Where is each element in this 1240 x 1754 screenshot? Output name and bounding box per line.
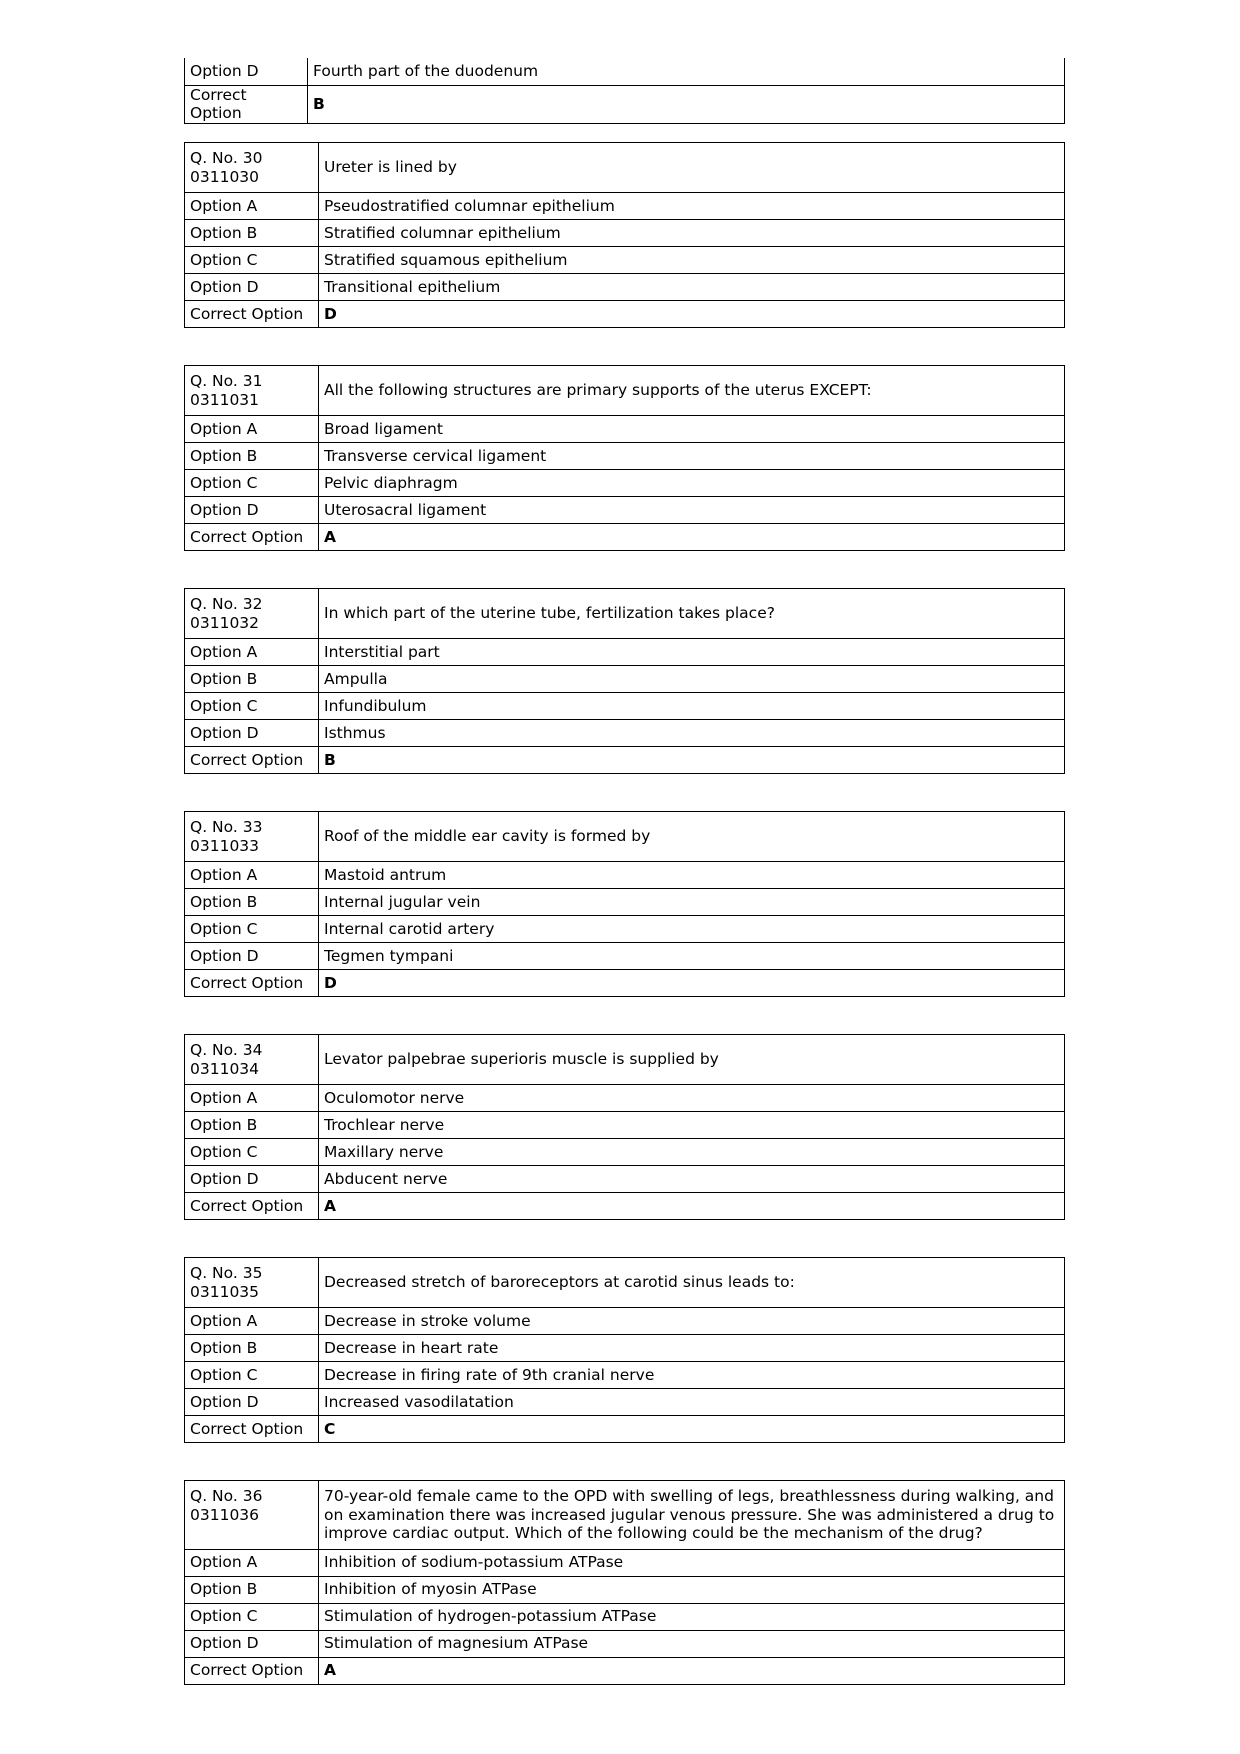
option-a-row: [185, 193, 1065, 220]
option-d-label: Option D: [185, 720, 319, 747]
correct-option-label: Correct Option: [185, 85, 308, 123]
option-b-row: [185, 1112, 1065, 1139]
option-b-label: Option B: [185, 666, 319, 693]
option-c-label: Option C: [185, 1362, 319, 1389]
question-row: [185, 589, 1065, 639]
option-b-label: Option B: [185, 889, 319, 916]
question-text: Levator palpebrae superioris muscle is supplied by: [319, 1035, 1065, 1085]
option-c-row: [185, 1362, 1065, 1389]
option-a-text: Mastoid antrum: [319, 862, 1065, 889]
option-d-row: [185, 1389, 1065, 1416]
correct-option-row: [185, 301, 1065, 328]
correct-option-row: [185, 1416, 1065, 1443]
question-table-33: [184, 811, 1065, 997]
option-a-text: Interstitial part: [319, 639, 1065, 666]
option-b-row: [185, 666, 1065, 693]
option-a-row: [185, 1085, 1065, 1112]
option-b-label: Option B: [185, 1576, 319, 1603]
correct-option-row: [185, 747, 1065, 774]
option-a-row: [185, 639, 1065, 666]
option-d-label: Option D: [185, 943, 319, 970]
option-d-label: Option D: [185, 274, 319, 301]
question-number: Q. No. 33 0311033: [185, 812, 319, 862]
option-d-text: Stimulation of magnesium ATPase: [319, 1630, 1065, 1657]
question-number: Q. No. 30 0311030: [185, 143, 319, 193]
question-number: Q. No. 32 0311032: [185, 589, 319, 639]
option-c-label: Option C: [185, 247, 319, 274]
option-a-label: Option A: [185, 1308, 319, 1335]
correct-option-row: [185, 85, 1065, 123]
question-text: All the following structures are primary supports of the uterus EXCEPT:: [319, 366, 1065, 416]
question-number: Q. No. 34 0311034: [185, 1035, 319, 1085]
option-b-row: [185, 1335, 1065, 1362]
option-a-row: [185, 862, 1065, 889]
option-a-label: Option A: [185, 1549, 319, 1576]
option-a-row: [185, 1549, 1065, 1576]
correct-option-value: B: [319, 747, 1065, 774]
correct-option-row: [185, 524, 1065, 551]
correct-option-value: A: [319, 524, 1065, 551]
option-a-text: Broad ligament: [319, 416, 1065, 443]
option-b-text: Transverse cervical ligament: [319, 443, 1065, 470]
option-b-label: Option B: [185, 1335, 319, 1362]
option-b-text: Trochlear nerve: [319, 1112, 1065, 1139]
option-d-label: Option D: [185, 1166, 319, 1193]
option-c-row: [185, 470, 1065, 497]
option-a-label: Option A: [185, 1085, 319, 1112]
option-c-text: Stimulation of hydrogen-potassium ATPase: [319, 1603, 1065, 1630]
option-b-text: Inhibition of myosin ATPase: [319, 1576, 1065, 1603]
option-b-row: [185, 443, 1065, 470]
option-d-label: Option D: [185, 1630, 319, 1657]
question-table-31: [184, 365, 1065, 551]
question-table-32: [184, 588, 1065, 774]
option-a-row: [185, 1308, 1065, 1335]
correct-option-label: Correct Option: [185, 1657, 319, 1684]
option-d-text: Transitional epithelium: [319, 274, 1065, 301]
option-b-label: Option B: [185, 220, 319, 247]
option-b-label: Option B: [185, 1112, 319, 1139]
option-c-row: [185, 1139, 1065, 1166]
question-table-30: [184, 142, 1065, 328]
option-d-row: [185, 720, 1065, 747]
option-c-row: [185, 247, 1065, 274]
option-a-label: Option A: [185, 639, 319, 666]
option-a-text: Pseudostratified columnar epithelium: [319, 193, 1065, 220]
correct-option-label: Correct Option: [185, 524, 319, 551]
question-row: [185, 812, 1065, 862]
correct-option-label: Correct Option: [185, 1193, 319, 1220]
option-d-text: Tegmen tympani: [319, 943, 1065, 970]
option-c-text: Maxillary nerve: [319, 1139, 1065, 1166]
option-d-row: [185, 274, 1065, 301]
correct-option-value: B: [308, 85, 1065, 123]
option-d-text: Fourth part of the duodenum: [308, 58, 1065, 85]
correct-option-label: Correct Option: [185, 301, 319, 328]
option-b-row: [185, 1576, 1065, 1603]
option-b-text: Decrease in heart rate: [319, 1335, 1065, 1362]
correct-option-label: Correct Option: [185, 970, 319, 997]
option-d-text: Increased vasodilatation: [319, 1389, 1065, 1416]
option-d-label: Option D: [185, 1389, 319, 1416]
option-c-text: Pelvic diaphragm: [319, 470, 1065, 497]
option-c-text: Infundibulum: [319, 693, 1065, 720]
option-d-row: [185, 58, 1065, 85]
option-b-text: Stratified columnar epithelium: [319, 220, 1065, 247]
option-d-label: Option D: [185, 58, 308, 85]
option-c-row: [185, 1603, 1065, 1630]
option-d-row: [185, 497, 1065, 524]
question-table-34: [184, 1034, 1065, 1220]
correct-option-value: D: [319, 970, 1065, 997]
option-d-row: [185, 1630, 1065, 1657]
option-c-label: Option C: [185, 693, 319, 720]
option-d-row: [185, 1166, 1065, 1193]
question-number: Q. No. 35 0311035: [185, 1258, 319, 1308]
option-d-row: [185, 943, 1065, 970]
question-29-fragment-table: [184, 58, 1065, 124]
option-c-row: [185, 693, 1065, 720]
option-a-label: Option A: [185, 416, 319, 443]
option-c-row: [185, 916, 1065, 943]
question-row: [185, 1035, 1065, 1085]
option-d-text: Abducent nerve: [319, 1166, 1065, 1193]
option-a-text: Inhibition of sodium-potassium ATPase: [319, 1549, 1065, 1576]
option-a-row: [185, 416, 1065, 443]
correct-option-row: [185, 1657, 1065, 1684]
question-text: 70-year-old female came to the OPD with swelling of legs, breathlessness during walking, and on examination there was increased jugular venous pressure. She was administered a drug to improve cardiac output. Which of the following could be the mechanism of the drug?: [319, 1481, 1065, 1550]
option-b-text: Internal jugular vein: [319, 889, 1065, 916]
question-text: Roof of the middle ear cavity is formed by: [319, 812, 1065, 862]
option-b-row: [185, 889, 1065, 916]
option-c-label: Option C: [185, 916, 319, 943]
correct-option-row: [185, 1193, 1065, 1220]
option-c-text: Internal carotid artery: [319, 916, 1065, 943]
option-a-text: Decrease in stroke volume: [319, 1308, 1065, 1335]
option-d-label: Option D: [185, 497, 319, 524]
option-d-text: Isthmus: [319, 720, 1065, 747]
question-row: [185, 143, 1065, 193]
option-b-label: Option B: [185, 443, 319, 470]
option-a-text: Oculomotor nerve: [319, 1085, 1065, 1112]
correct-option-value: A: [319, 1193, 1065, 1220]
option-d-text: Uterosacral ligament: [319, 497, 1065, 524]
correct-option-row: [185, 970, 1065, 997]
question-row: [185, 1481, 1065, 1550]
correct-option-value: C: [319, 1416, 1065, 1443]
option-c-label: Option C: [185, 1139, 319, 1166]
question-text: Ureter is lined by: [319, 143, 1065, 193]
question-number: Q. No. 36 0311036: [185, 1481, 319, 1550]
option-c-label: Option C: [185, 470, 319, 497]
option-c-label: Option C: [185, 1603, 319, 1630]
option-a-label: Option A: [185, 862, 319, 889]
correct-option-label: Correct Option: [185, 1416, 319, 1443]
question-text: In which part of the uterine tube, fertilization takes place?: [319, 589, 1065, 639]
question-row: [185, 366, 1065, 416]
correct-option-label: Correct Option: [185, 747, 319, 774]
correct-option-value: A: [319, 1657, 1065, 1684]
question-text: Decreased stretch of baroreceptors at carotid sinus leads to:: [319, 1258, 1065, 1308]
question-table-36: [184, 1480, 1065, 1685]
option-c-text: Decrease in firing rate of 9th cranial nerve: [319, 1362, 1065, 1389]
question-number: Q. No. 31 0311031: [185, 366, 319, 416]
option-b-text: Ampulla: [319, 666, 1065, 693]
option-b-row: [185, 220, 1065, 247]
correct-option-value: D: [319, 301, 1065, 328]
question-row: [185, 1258, 1065, 1308]
question-table-35: [184, 1257, 1065, 1443]
option-c-text: Stratified squamous epithelium: [319, 247, 1065, 274]
option-a-label: Option A: [185, 193, 319, 220]
